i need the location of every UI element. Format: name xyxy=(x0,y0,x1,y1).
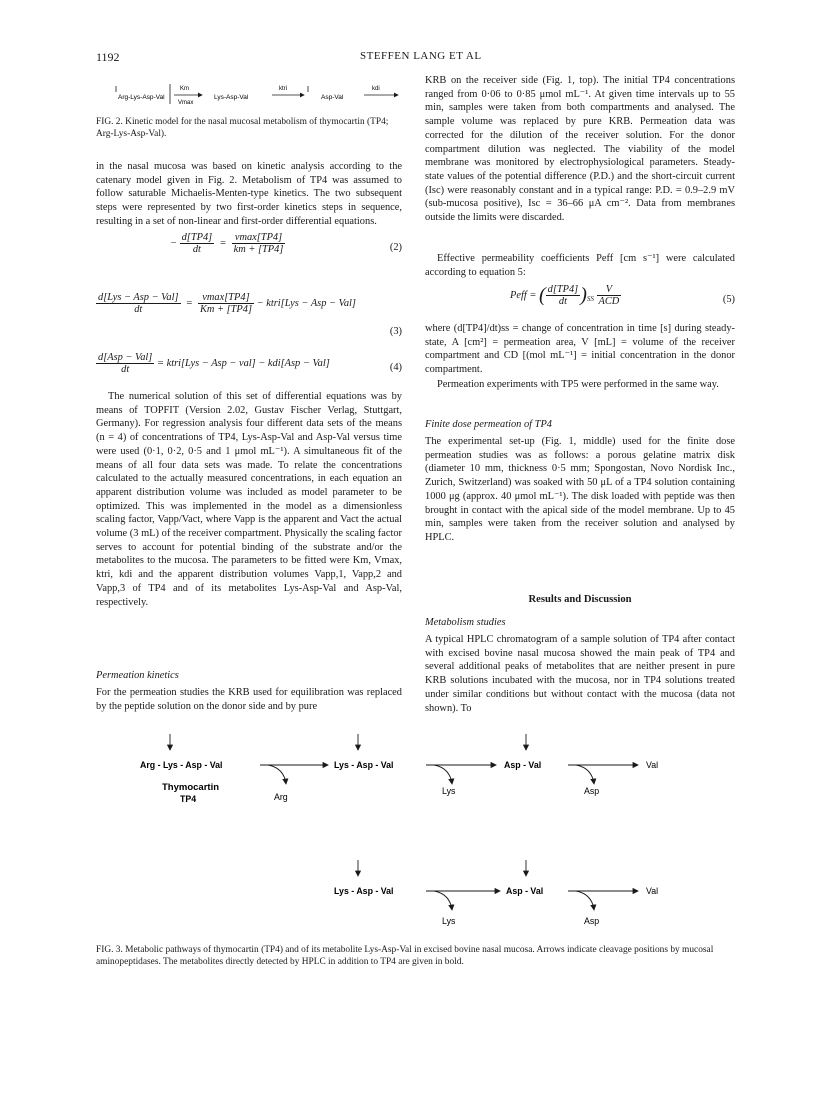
fig3-row1-cleaved-arg: Arg xyxy=(274,792,288,802)
running-head: STEFFEN LANG ET AL xyxy=(360,50,482,62)
eq5-sub: SS xyxy=(586,294,594,303)
right-paragraph-1: KRB on the receiver side (Fig. 1, top). The initial TP4 concentrations ranged from 0·06 to 0·85 μmol mL⁻¹. At given time intervals up to 55 min, samples were taken from both compartments and analysed. The sample volume was replaced by pure KRB. Permeation data was corrected for the dilution of the receiver solution. For the donor compartment dilution was neglected. The viability of the model membrane was monitored by electrophysiological parameters. Steady-state values of the potential difference (P.D.) and the short-circuit current (Isc) were reasonably constant and in a typical range: P.D. = 0.9–2.9 mV (sub-mucosa positive), Isc = 36–66 μA cm⁻². Data from membranes outside the limits were discarded. xyxy=(425,75,735,224)
equation-4 xyxy=(96,352,402,375)
fig3-row2-val: Val xyxy=(646,886,659,896)
section-heading-results: Results and Discussion xyxy=(528,594,632,605)
right-paragraph-2: Effective permeability coefficients Peff [cm s⁻¹] were calculated according to equation 5: xyxy=(425,253,735,278)
right-paragraph-6: A typical HPLC chromatogram of a sample solution of TP4 after contact with excised bovine nasal mucosa showed the main peak of TP4 and several additional peaks of metabolites that are neither present in pure KRB solutions incubated with the mucosa, nor in TP4 solutions treated under similar conditions but without contact with the mucosa (data not shown). To xyxy=(425,634,735,714)
page-number: 1192 xyxy=(96,50,120,64)
right-paragraph-4: Permeation experiments with TP5 were performed in the same way. xyxy=(437,379,719,390)
equation-5: Peff = ( $\frac{d[TP4]}{dt}$ )$_{SS}$ $\frac{V}{\text{ACD}}$ (5) xyxy=(510,284,735,307)
fig2-rate-km: Km xyxy=(180,86,189,92)
fig2-kinetic-model xyxy=(96,80,402,110)
eq4-number: (4) xyxy=(389,362,402,373)
eq4-lhs-den: dt xyxy=(121,364,130,375)
fig3-row1-kdv: Lys - Asp - Val xyxy=(334,760,394,770)
fig3-row2-cleaved-asp: Asp xyxy=(584,916,600,926)
fig2-rate-ktri: ktri xyxy=(279,86,287,92)
eq5-lhs: Peff = xyxy=(510,289,537,301)
eq5-frac-den: ACD xyxy=(598,296,620,307)
fig3-row1-cleaved-asp: Asp xyxy=(584,786,600,796)
fig2-rate-kdi: kdi xyxy=(372,86,380,92)
eq3-lhs-den: dt xyxy=(134,304,143,315)
equation-2: − $\frac{d[TP4]}{dt}$ = $\frac{vmax[TP4]}{km + [TP4]}$ (2) xyxy=(170,232,402,255)
fig3-row2-cleaved-lys: Lys xyxy=(442,916,456,926)
left-paragraph-1: in the nasal mucosa was based on kinetic analysis according to the catenary model given in Fig. 2. Metabolism of TP4 was assumed to follow saturable Michaelis-Menten-type kinetics. The two subsequent steps were represented by two first-order kinetics steps in sequence, resulting in a set of non-linear and first-order differential equations. xyxy=(96,161,402,227)
right-paragraph-3: where (d[TP4]/dt)ss = change of concentration in time [s] during steady-state, A [cm²] = permeation area, V [mL] = volume of the receiver compartment and CD [(mol mL⁻¹] = initial concentration in the donor compartment. xyxy=(425,323,735,376)
eq4-rhs: = ktri[Lys − Asp − val] − kdi[Asp − Val] xyxy=(156,357,330,369)
equation-3: $\frac{\text{d[Lys − Asp − Val]}}{dt}$ = $\frac{vmax[TP4]}{Km + [TP4]}$ − ktri[Lys − Asp − Val] (3) xyxy=(98,292,402,337)
eq3-tail: − ktri[Lys − Asp − Val] xyxy=(256,297,356,309)
subhead-finite-dose: Finite dose permeation of TP4 xyxy=(425,419,552,430)
fig3-caption: FIG. 3. Metabolic pathways of thymocartin (TP4) and of its metabolite Lys-Asp-Val in excised bovine nasal mucosa. Arrows indicate cleavage positions by mucosal aminopeptidases. The metabolites directly detected by HPLC in addition to TP4 are given in bold. xyxy=(96,945,714,967)
eq2-rhs-num: vmax[TP4] xyxy=(232,232,286,244)
fig2-node-kdv: Lys-Asp-Val xyxy=(214,94,249,101)
left-paragraph-2: The numerical solution of this set of differential equations was by means of TOPFIT (Version 2.02, Gustav Fischer Verlag, Stuttgart, Germany). For regression analysis four different data sets of the means (n = 4) of concentrations of TP4, Lys-Asp-Val and Asp-Val versus time were used (0·1, 0·2, 0·5 and 1 μmol mL⁻¹). A simultaneous fit of the means of all four data sets was made. To relate the concentrations calculated to the actually measured concentrations, in each equation an apparent distribution volume was included as model parameter to be optimized. This was implemented in the model as a dimensionless scaling factor, Vapp/Vact, where Vapp is the apparent and Vact the actual volume (3 mL) of the receiver compartment. Physically the scaling factor serves to account for potential binding of the substrate and/or the metabolites to the mucosa. The parameters to be fitted were Km, Vmax, ktri, kdi and the apparent distribution volumes Vapp,1, Vapp,2 and Vapp,3 of TP4 and of its metabolites Lys-Asp-Val and Asp-Val, respectively. xyxy=(96,391,402,608)
fig3-row1-dv: Asp - Val xyxy=(504,760,542,770)
fig3-abbr: TP4 xyxy=(180,794,197,804)
eq5-number: (5) xyxy=(722,294,735,305)
fig2-rate-vmax: Vmax xyxy=(178,100,194,106)
eq2-lhs-den: dt xyxy=(192,244,201,255)
eq4-lhs-num: d[Asp − Val] xyxy=(98,352,153,363)
eq2-lhs-num: d[TP4] xyxy=(181,232,213,243)
eq3-lhs-num: d[Lys − Asp − Val] xyxy=(98,292,179,303)
subhead-metabolism: Metabolism studies xyxy=(425,617,506,628)
fig3-row1-val: Val xyxy=(646,760,659,770)
fig2-node-dv: Asp-Val xyxy=(321,94,344,101)
right-paragraph-5: The experimental set-up (Fig. 1, middle) used for the finite dose permeation studies was as follows: a porous gelatine matrix disk (diameter 10 mm, thickness 0·5 mm; Spongostan, Novo Nordisk Inc., Zurich, Switzerland) was soaked with 50 μL of a TP4 solution containing 1000 μg (approx. 40 μmol mL⁻¹). The disk loaded with peptide was then brought in contact with the apical side of the model membrane. Up to 45 min, samples were taken from the receiver solution and analysed by HPLC. xyxy=(425,436,735,543)
fig2-node-tp4: Arg-Lys-Asp-Val xyxy=(118,94,165,101)
eq2-rhs-den: km + [TP4] xyxy=(233,244,284,255)
eq5-num: d[TP4] xyxy=(547,284,579,295)
fig3-name: Thymocartin xyxy=(162,782,220,793)
eq5-frac-num: V xyxy=(597,284,622,296)
fig3-row2-kdv: Lys - Asp - Val xyxy=(334,886,394,896)
fig3-metabolic-pathways xyxy=(96,732,736,942)
eq3-number: (3) xyxy=(389,326,402,337)
left-paragraph-3: For the permeation studies the KRB used for equilibration was replaced by the peptide solution on the donor side and by pure xyxy=(96,687,402,712)
fig3-row2-dv: Asp - Val xyxy=(506,886,544,896)
fig2-caption: FIG. 2. Kinetic model for the nasal mucosal metabolism of thymocartin (TP4; Arg-Lys-Asp-Val). xyxy=(96,117,389,139)
eq2-number: (2) xyxy=(389,242,402,253)
eq3-rhs-den: Km + [TP4] xyxy=(199,304,252,315)
subhead-permeation-kinetics: Permeation kinetics xyxy=(96,670,179,681)
eq3-rhs-num: vmax[TP4] xyxy=(198,292,254,304)
fig3-row1-cleaved-lys: Lys xyxy=(442,786,456,796)
fig3-row1-tp4: Arg - Lys - Asp - Val xyxy=(140,760,223,770)
eq5-den: dt xyxy=(558,296,567,307)
